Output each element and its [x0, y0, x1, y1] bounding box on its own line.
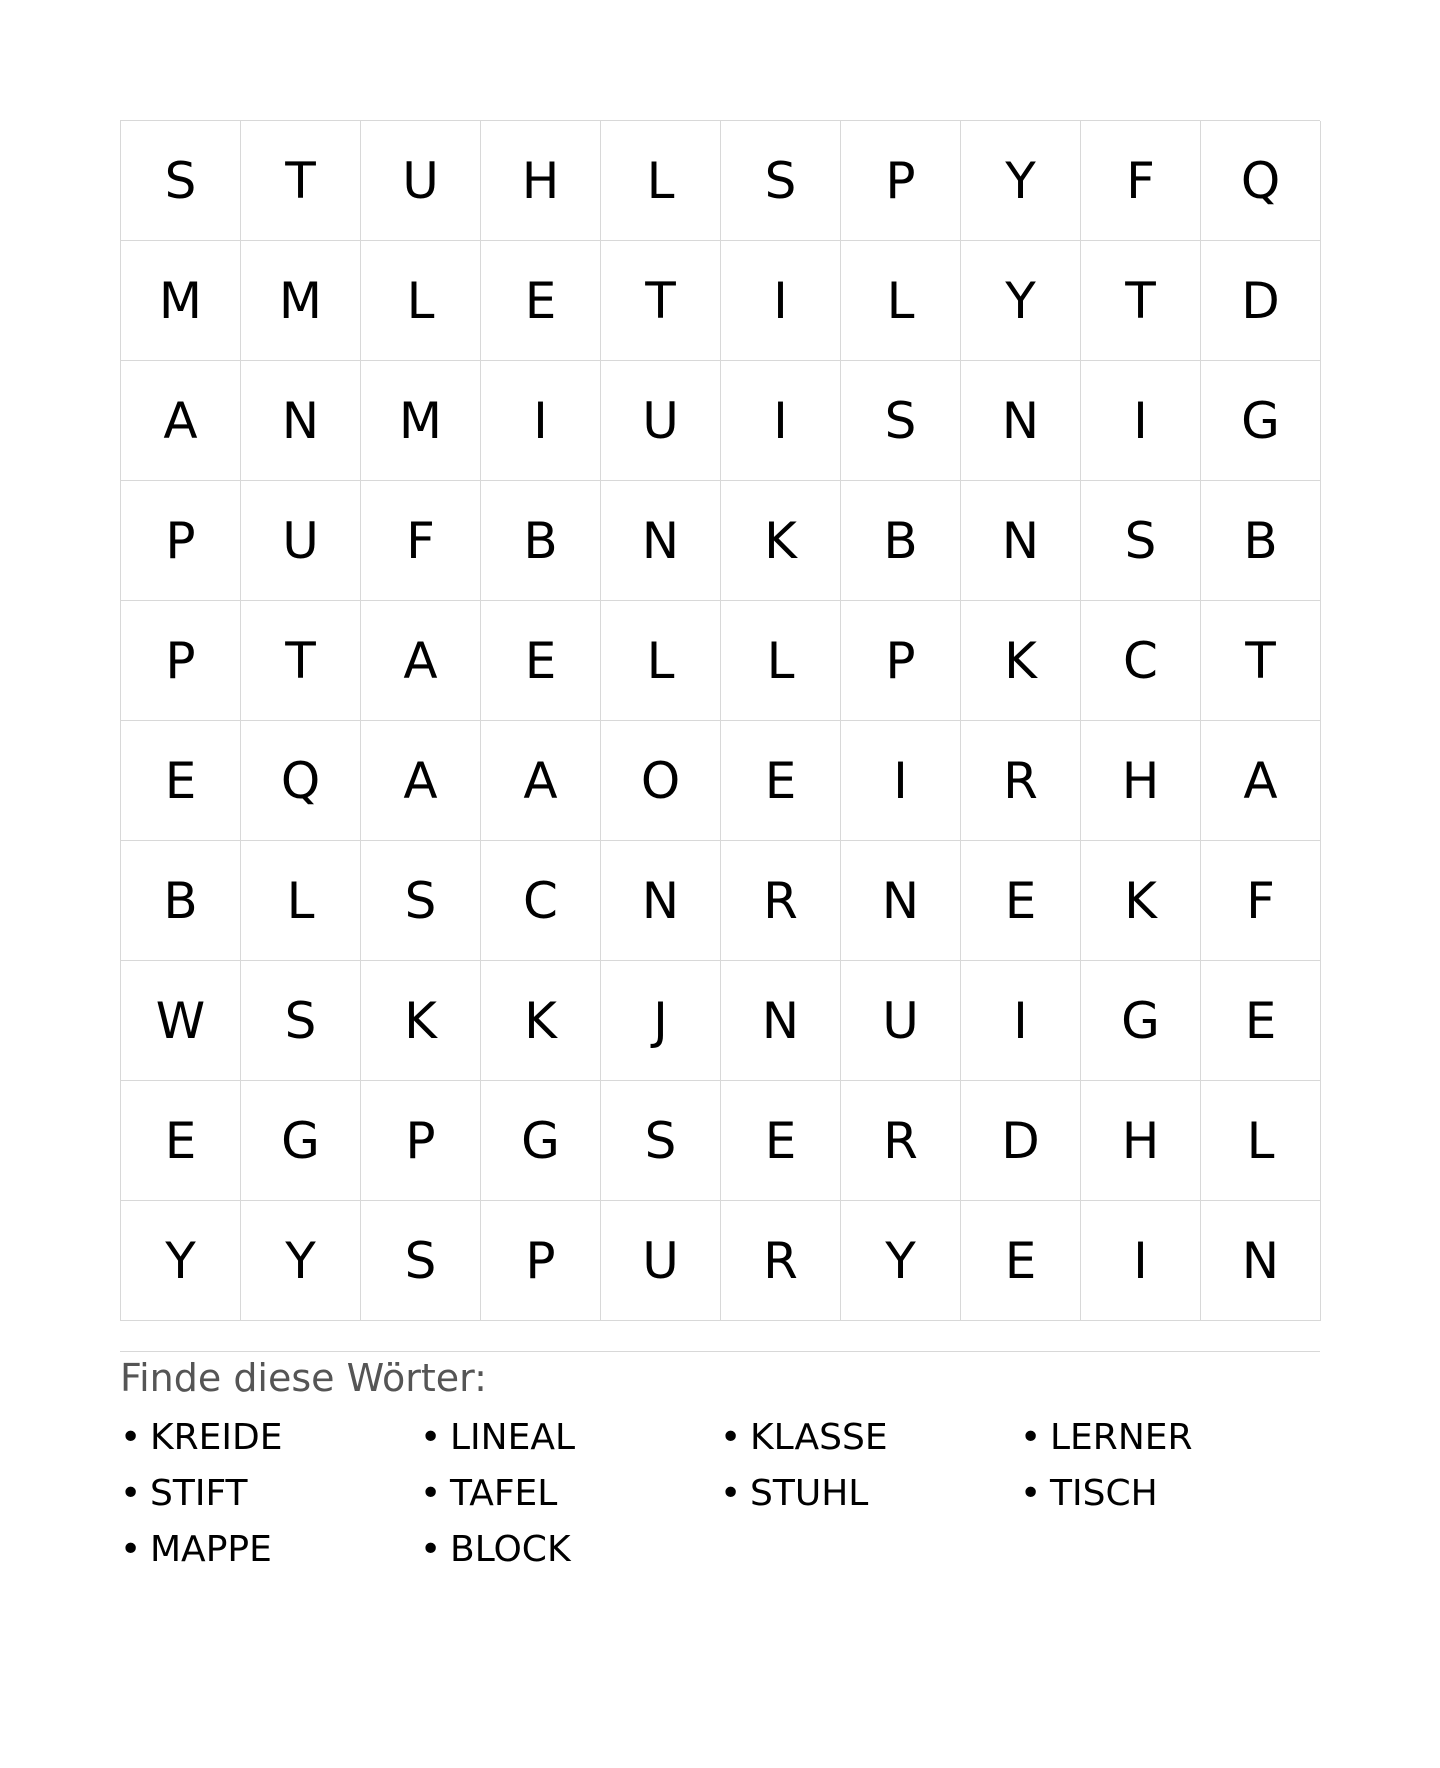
- grid-cell[interactable]: N: [1201, 1201, 1321, 1321]
- grid-cell[interactable]: Y: [121, 1201, 241, 1321]
- grid-cell[interactable]: R: [961, 721, 1081, 841]
- grid-cell[interactable]: E: [481, 241, 601, 361]
- grid-cell[interactable]: M: [121, 241, 241, 361]
- grid-cell[interactable]: K: [961, 601, 1081, 721]
- grid-cell[interactable]: G: [1201, 361, 1321, 481]
- word-label: STUHL: [750, 1473, 869, 1514]
- grid-cell[interactable]: H: [1081, 1081, 1201, 1201]
- grid-cell[interactable]: P: [841, 121, 961, 241]
- grid-cell[interactable]: E: [721, 721, 841, 841]
- grid-cell[interactable]: I: [721, 241, 841, 361]
- grid-cell[interactable]: S: [601, 1081, 721, 1201]
- word-label: KLASSE: [750, 1417, 888, 1458]
- letter-grid: [120, 120, 1320, 1321]
- grid-cell[interactable]: N: [721, 961, 841, 1081]
- grid-cell[interactable]: D: [1201, 241, 1321, 361]
- grid-cell[interactable]: T: [241, 121, 361, 241]
- grid-cell[interactable]: I: [1081, 1201, 1201, 1321]
- grid-cell[interactable]: F: [361, 481, 481, 601]
- grid-cell[interactable]: U: [601, 361, 721, 481]
- grid-cell[interactable]: S: [841, 361, 961, 481]
- grid-cell[interactable]: A: [1201, 721, 1321, 841]
- grid-cell[interactable]: R: [721, 841, 841, 961]
- grid-cell[interactable]: S: [721, 121, 841, 241]
- grid-cell[interactable]: P: [361, 1081, 481, 1201]
- bullet-icon: •: [720, 1473, 742, 1514]
- grid-cell[interactable]: S: [361, 1201, 481, 1321]
- grid-cell[interactable]: K: [721, 481, 841, 601]
- grid-cell[interactable]: F: [1081, 121, 1201, 241]
- grid-cell[interactable]: P: [121, 481, 241, 601]
- grid-cell[interactable]: N: [961, 361, 1081, 481]
- grid-cell[interactable]: Y: [841, 1201, 961, 1321]
- word-label: BLOCK: [450, 1529, 571, 1570]
- bullet-icon: •: [420, 1473, 442, 1514]
- grid-cell[interactable]: P: [481, 1201, 601, 1321]
- grid-cell[interactable]: L: [601, 121, 721, 241]
- grid-cell[interactable]: Y: [241, 1201, 361, 1321]
- grid-cell[interactable]: N: [241, 361, 361, 481]
- word-list: [120, 1416, 1320, 1584]
- grid-cell[interactable]: E: [721, 1081, 841, 1201]
- grid-cell[interactable]: E: [961, 841, 1081, 961]
- grid-cell[interactable]: S: [241, 961, 361, 1081]
- grid-cell[interactable]: P: [841, 601, 961, 721]
- bullet-icon: •: [420, 1529, 442, 1570]
- grid-cell[interactable]: R: [721, 1201, 841, 1321]
- grid-cell[interactable]: T: [601, 241, 721, 361]
- word-list-item: [420, 1416, 720, 1472]
- grid-cell[interactable]: M: [241, 241, 361, 361]
- grid-cell[interactable]: T: [241, 601, 361, 721]
- grid-cell[interactable]: A: [361, 721, 481, 841]
- grid-cell[interactable]: E: [961, 1201, 1081, 1321]
- word-list-item: [120, 1528, 420, 1584]
- word-list-item: [120, 1416, 420, 1472]
- grid-cell[interactable]: K: [481, 961, 601, 1081]
- grid-cell[interactable]: S: [1081, 481, 1201, 601]
- word-label: KREIDE: [150, 1417, 283, 1458]
- word-list-item: [720, 1472, 1020, 1528]
- word-label: LERNER: [1050, 1417, 1193, 1458]
- divider: [120, 1351, 1320, 1352]
- word-list-item: [720, 1416, 1020, 1472]
- bullet-icon: •: [420, 1417, 442, 1458]
- grid-cell[interactable]: K: [361, 961, 481, 1081]
- grid-cell[interactable]: U: [361, 121, 481, 241]
- grid-cell[interactable]: I: [481, 361, 601, 481]
- grid-cell[interactable]: A: [121, 361, 241, 481]
- word-label: TAFEL: [450, 1473, 558, 1514]
- grid-cell[interactable]: N: [601, 481, 721, 601]
- word-list-item: [1020, 1472, 1320, 1528]
- grid-cell[interactable]: L: [841, 241, 961, 361]
- grid-cell[interactable]: W: [121, 961, 241, 1081]
- grid-cell[interactable]: E: [121, 721, 241, 841]
- grid-cell[interactable]: E: [1201, 961, 1321, 1081]
- grid-cell[interactable]: T: [1201, 601, 1321, 721]
- grid-cell[interactable]: E: [481, 601, 601, 721]
- grid-cell[interactable]: Y: [961, 241, 1081, 361]
- word-label: STIFT: [150, 1473, 248, 1514]
- grid-cell[interactable]: B: [1201, 481, 1321, 601]
- grid-cell[interactable]: Q: [241, 721, 361, 841]
- grid-cell[interactable]: T: [1081, 241, 1201, 361]
- word-label: TISCH: [1050, 1473, 1158, 1514]
- grid-cell[interactable]: N: [961, 481, 1081, 601]
- grid-cell[interactable]: I: [961, 961, 1081, 1081]
- grid-cell[interactable]: O: [601, 721, 721, 841]
- grid-cell[interactable]: A: [361, 601, 481, 721]
- grid-cell[interactable]: D: [961, 1081, 1081, 1201]
- grid-cell[interactable]: L: [1201, 1081, 1321, 1201]
- bullet-icon: •: [1020, 1417, 1042, 1458]
- word-list-item: [120, 1472, 420, 1528]
- grid-cell[interactable]: G: [481, 1081, 601, 1201]
- bullet-icon: •: [120, 1529, 142, 1570]
- grid-cell[interactable]: H: [481, 121, 601, 241]
- grid-cell[interactable]: K: [1081, 841, 1201, 961]
- grid-cell[interactable]: M: [361, 361, 481, 481]
- word-label: LINEAL: [450, 1417, 576, 1458]
- grid-cell[interactable]: H: [1081, 721, 1201, 841]
- grid-cell[interactable]: L: [601, 601, 721, 721]
- grid-cell[interactable]: C: [1081, 601, 1201, 721]
- grid-cell[interactable]: R: [841, 1081, 961, 1201]
- grid-cell[interactable]: P: [121, 601, 241, 721]
- grid-cell[interactable]: U: [241, 481, 361, 601]
- word-list-item: [420, 1528, 720, 1584]
- grid-cell[interactable]: G: [1081, 961, 1201, 1081]
- grid-cell[interactable]: B: [841, 481, 961, 601]
- grid-cell[interactable]: S: [361, 841, 481, 961]
- word-list-item: [1020, 1416, 1320, 1472]
- grid-cell[interactable]: C: [481, 841, 601, 961]
- grid-cell[interactable]: N: [841, 841, 961, 961]
- word-label: MAPPE: [150, 1529, 272, 1570]
- grid-cell[interactable]: Q: [1201, 121, 1321, 241]
- grid-cell[interactable]: L: [361, 241, 481, 361]
- grid-cell[interactable]: L: [241, 841, 361, 961]
- grid-cell[interactable]: I: [841, 721, 961, 841]
- grid-cell[interactable]: I: [721, 361, 841, 481]
- grid-cell[interactable]: A: [481, 721, 601, 841]
- grid-cell[interactable]: Y: [961, 121, 1081, 241]
- bullet-icon: •: [120, 1417, 142, 1458]
- grid-cell[interactable]: J: [601, 961, 721, 1081]
- grid-cell[interactable]: I: [1081, 361, 1201, 481]
- grid-cell[interactable]: E: [121, 1081, 241, 1201]
- grid-cell[interactable]: B: [481, 481, 601, 601]
- grid-cell[interactable]: L: [721, 601, 841, 721]
- word-list-heading: Finde diese Wörter:: [120, 1356, 487, 1400]
- worksheet: [120, 120, 1320, 1584]
- grid-cell[interactable]: N: [601, 841, 721, 961]
- grid-cell[interactable]: U: [601, 1201, 721, 1321]
- grid-cell[interactable]: S: [121, 121, 241, 241]
- bullet-icon: •: [1020, 1473, 1042, 1514]
- bullet-icon: •: [720, 1417, 742, 1458]
- word-list-item: [420, 1472, 720, 1528]
- grid-cell[interactable]: U: [841, 961, 961, 1081]
- grid-cell[interactable]: F: [1201, 841, 1321, 961]
- grid-cell[interactable]: B: [121, 841, 241, 961]
- grid-cell[interactable]: G: [241, 1081, 361, 1201]
- bullet-icon: •: [120, 1473, 142, 1514]
